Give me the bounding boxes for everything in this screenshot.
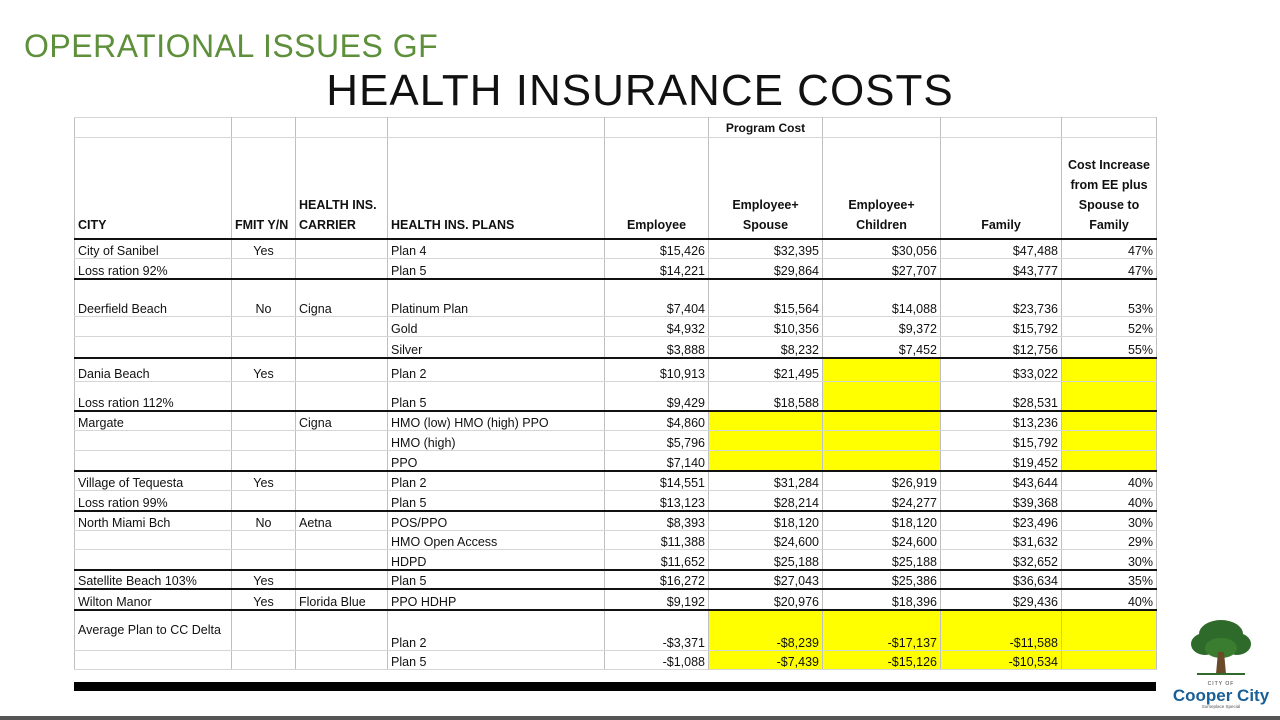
column-header: FMIT Y/N <box>232 138 296 239</box>
cell-employee: $3,888 <box>605 337 709 358</box>
cell-plan: PPO HDHP <box>388 589 605 610</box>
cell-spouse: -$7,439 <box>709 651 823 670</box>
cell-carrier <box>296 531 388 550</box>
cell-city <box>75 531 232 550</box>
cell-children <box>823 358 941 382</box>
slide-supertitle: OPERATIONAL ISSUES GF <box>24 28 439 64</box>
cell-fmit <box>232 317 296 337</box>
cell-spouse: $18,588 <box>709 382 823 411</box>
cell-family: $39,368 <box>941 491 1062 511</box>
cell-family: $36,634 <box>941 570 1062 589</box>
table-row <box>75 570 1157 589</box>
cell-children <box>823 431 941 451</box>
table-row <box>75 411 1157 431</box>
table-row <box>75 317 1157 337</box>
cell-increase: 40% <box>1062 589 1157 610</box>
cell-children: $9,372 <box>823 317 941 337</box>
cell-city: Satellite Beach 103% <box>75 570 232 589</box>
cell-city <box>75 550 232 570</box>
cell-children: $7,452 <box>823 337 941 358</box>
logo-name: Cooper City <box>1172 686 1270 705</box>
cell-family: $19,452 <box>941 451 1062 471</box>
cell-spouse: $24,600 <box>709 531 823 550</box>
cell-increase <box>1062 451 1157 471</box>
cell-increase <box>1062 610 1157 651</box>
cell-carrier <box>296 491 388 511</box>
cell-employee: $7,404 <box>605 279 709 317</box>
cell-increase: 30% <box>1062 550 1157 570</box>
column-header: Employee+ Spouse <box>709 138 823 239</box>
cell-city: Wilton Manor <box>75 589 232 610</box>
cell-spouse: $29,864 <box>709 259 823 279</box>
column-header: Employee+ Children <box>823 138 941 239</box>
cell-employee: -$3,371 <box>605 610 709 651</box>
cell-fmit: Yes <box>232 589 296 610</box>
cell-city: Margate <box>75 411 232 431</box>
cell-increase: 53% <box>1062 279 1157 317</box>
cell-spouse: $18,120 <box>709 511 823 531</box>
cell-carrier <box>296 431 388 451</box>
cell-spouse: -$8,239 <box>709 610 823 651</box>
cell-children: $24,600 <box>823 531 941 550</box>
cell-fmit <box>232 259 296 279</box>
cell-children: $27,707 <box>823 259 941 279</box>
cell-family: $29,436 <box>941 589 1062 610</box>
cell-plan: Gold <box>388 317 605 337</box>
table-row <box>75 382 1157 411</box>
cell-children: $18,120 <box>823 511 941 531</box>
cell-employee: $16,272 <box>605 570 709 589</box>
cell-plan: Plan 5 <box>388 259 605 279</box>
cell-carrier: Cigna <box>296 411 388 431</box>
cell-employee: -$1,088 <box>605 651 709 670</box>
cell-plan: PPO <box>388 451 605 471</box>
cell-fmit <box>232 491 296 511</box>
cell-fmit: Yes <box>232 239 296 259</box>
table-group-header-row <box>75 118 1157 138</box>
cell-plan: POS/PPO <box>388 511 605 531</box>
column-header: Cost Increase from EE plus Spouse to Family <box>1062 138 1157 239</box>
cell-employee: $4,860 <box>605 411 709 431</box>
cell-increase: 40% <box>1062 491 1157 511</box>
cell-employee: $9,192 <box>605 589 709 610</box>
cell-spouse <box>709 411 823 431</box>
cell-plan: Plan 5 <box>388 651 605 670</box>
cell-spouse <box>709 451 823 471</box>
cell-city: Dania Beach <box>75 358 232 382</box>
cell-spouse: $15,564 <box>709 279 823 317</box>
cell-carrier <box>296 317 388 337</box>
cell-city: Deerfield Beach <box>75 279 232 317</box>
cell-increase: 47% <box>1062 239 1157 259</box>
cell-carrier <box>296 651 388 670</box>
cell-increase: 55% <box>1062 337 1157 358</box>
cell-fmit: Yes <box>232 471 296 491</box>
cell-city <box>75 451 232 471</box>
cell-employee: $11,388 <box>605 531 709 550</box>
cell-employee: $4,932 <box>605 317 709 337</box>
table-row <box>75 451 1157 471</box>
cell-fmit <box>232 411 296 431</box>
cell-family: $31,632 <box>941 531 1062 550</box>
cell-carrier: Florida Blue <box>296 589 388 610</box>
cell-children: -$17,137 <box>823 610 941 651</box>
cell-family: $15,792 <box>941 431 1062 451</box>
logo-small-text: CITY OF <box>1207 681 1235 687</box>
cell-employee: $11,652 <box>605 550 709 570</box>
table-row <box>75 511 1157 531</box>
cell-spouse: $28,214 <box>709 491 823 511</box>
cell-family: $13,236 <box>941 411 1062 431</box>
cell-children <box>823 382 941 411</box>
cell-plan: Plan 2 <box>388 610 605 651</box>
cell-fmit <box>232 531 296 550</box>
cell-increase: 30% <box>1062 511 1157 531</box>
cell-family: -$11,588 <box>941 610 1062 651</box>
cell-family: $33,022 <box>941 358 1062 382</box>
cell-employee: $15,426 <box>605 239 709 259</box>
table-row <box>75 431 1157 451</box>
cell-fmit: No <box>232 279 296 317</box>
cell-city: Village of Tequesta <box>75 471 232 491</box>
column-header: HEALTH INS. CARRIER <box>296 138 388 239</box>
cell-children: $25,188 <box>823 550 941 570</box>
table-row <box>75 589 1157 610</box>
table-row <box>75 550 1157 570</box>
cell-carrier: Aetna <box>296 511 388 531</box>
cell-city: Loss ration 112% <box>75 382 232 411</box>
table-row <box>75 491 1157 511</box>
health-insurance-table <box>74 117 1157 670</box>
cell-children: $18,396 <box>823 589 941 610</box>
cell-children: $14,088 <box>823 279 941 317</box>
cell-increase: 47% <box>1062 259 1157 279</box>
cell-increase <box>1062 358 1157 382</box>
cell-family: $23,736 <box>941 279 1062 317</box>
cell-fmit <box>232 651 296 670</box>
cooper-city-logo <box>1166 618 1276 714</box>
cell-city: Loss ration 92% <box>75 259 232 279</box>
cell-city <box>75 431 232 451</box>
cell-spouse: $27,043 <box>709 570 823 589</box>
table-row <box>75 279 1157 317</box>
cell-city: City of Sanibel <box>75 239 232 259</box>
cell-fmit: No <box>232 511 296 531</box>
cell-carrier <box>296 382 388 411</box>
cell-plan: Plan 5 <box>388 491 605 511</box>
cell-fmit <box>232 610 296 651</box>
table-bottom-bar <box>74 682 1156 691</box>
table-row <box>75 259 1157 279</box>
cell-family: $28,531 <box>941 382 1062 411</box>
table-row <box>75 651 1157 670</box>
cell-spouse: $25,188 <box>709 550 823 570</box>
cell-children: $24,277 <box>823 491 941 511</box>
cell-fmit <box>232 337 296 358</box>
cell-city <box>75 651 232 670</box>
cell-plan: Plan 5 <box>388 570 605 589</box>
cell-plan: HMO Open Access <box>388 531 605 550</box>
column-header: HEALTH INS. PLANS <box>388 138 605 239</box>
cell-spouse: $32,395 <box>709 239 823 259</box>
cell-employee: $8,393 <box>605 511 709 531</box>
cell-plan: Plan 2 <box>388 471 605 491</box>
table-row <box>75 531 1157 550</box>
cell-employee: $14,221 <box>605 259 709 279</box>
cell-carrier <box>296 610 388 651</box>
cell-carrier <box>296 471 388 491</box>
column-header: CITY <box>75 138 232 239</box>
cell-carrier <box>296 550 388 570</box>
cell-carrier <box>296 451 388 471</box>
cell-fmit <box>232 382 296 411</box>
cell-family: $15,792 <box>941 317 1062 337</box>
cell-increase <box>1062 651 1157 670</box>
logo-tagline: Someplace Special <box>1201 704 1241 709</box>
tree-icon <box>1189 618 1253 676</box>
cell-plan: HDPD <box>388 550 605 570</box>
table-header-row <box>75 138 1157 239</box>
cell-city: North Miami Bch <box>75 511 232 531</box>
cell-city <box>75 317 232 337</box>
cell-city: Loss ration 99% <box>75 491 232 511</box>
cell-plan: HMO (high) <box>388 431 605 451</box>
cell-spouse: $10,356 <box>709 317 823 337</box>
cell-fmit <box>232 431 296 451</box>
footer-line <box>0 716 1280 720</box>
cell-fmit: Yes <box>232 358 296 382</box>
cell-children: $30,056 <box>823 239 941 259</box>
cell-children <box>823 411 941 431</box>
cell-plan: Platinum Plan <box>388 279 605 317</box>
table-row <box>75 358 1157 382</box>
cell-increase: 29% <box>1062 531 1157 550</box>
cell-plan: HMO (low) HMO (high) PPO <box>388 411 605 431</box>
cell-spouse: $21,495 <box>709 358 823 382</box>
cell-spouse: $20,976 <box>709 589 823 610</box>
cell-carrier: Cigna <box>296 279 388 317</box>
cell-carrier <box>296 239 388 259</box>
cell-employee: $14,551 <box>605 471 709 491</box>
cell-employee: $10,913 <box>605 358 709 382</box>
cell-increase <box>1062 382 1157 411</box>
cell-spouse <box>709 431 823 451</box>
cell-employee: $13,123 <box>605 491 709 511</box>
table-row <box>75 610 1157 651</box>
cell-employee: $9,429 <box>605 382 709 411</box>
table-row <box>75 471 1157 491</box>
cell-city <box>75 337 232 358</box>
cell-increase: 40% <box>1062 471 1157 491</box>
cell-family: $32,652 <box>941 550 1062 570</box>
cell-family: $43,644 <box>941 471 1062 491</box>
table-row <box>75 337 1157 358</box>
cell-city: Average Plan to CC Delta <box>75 610 232 651</box>
cell-increase <box>1062 431 1157 451</box>
table-row <box>75 239 1157 259</box>
slide-title: HEALTH INSURANCE COSTS <box>326 66 954 115</box>
column-header: Family <box>941 138 1062 239</box>
cell-carrier <box>296 259 388 279</box>
cell-employee: $7,140 <box>605 451 709 471</box>
cell-carrier <box>296 337 388 358</box>
program-cost-header: Program Cost <box>709 118 823 138</box>
cell-children <box>823 451 941 471</box>
cell-fmit <box>232 550 296 570</box>
cell-increase: 35% <box>1062 570 1157 589</box>
cell-employee: $5,796 <box>605 431 709 451</box>
cell-plan: Plan 4 <box>388 239 605 259</box>
cell-family: -$10,534 <box>941 651 1062 670</box>
cell-children: $25,386 <box>823 570 941 589</box>
cell-fmit: Yes <box>232 570 296 589</box>
cell-children: $26,919 <box>823 471 941 491</box>
cell-carrier <box>296 358 388 382</box>
cell-plan: Plan 5 <box>388 382 605 411</box>
cell-fmit <box>232 451 296 471</box>
cell-plan: Silver <box>388 337 605 358</box>
cell-family: $23,496 <box>941 511 1062 531</box>
cell-family: $12,756 <box>941 337 1062 358</box>
cell-spouse: $31,284 <box>709 471 823 491</box>
cell-carrier <box>296 570 388 589</box>
cell-increase <box>1062 411 1157 431</box>
column-header: Employee <box>605 138 709 239</box>
cell-family: $47,488 <box>941 239 1062 259</box>
cell-family: $43,777 <box>941 259 1062 279</box>
cell-plan: Plan 2 <box>388 358 605 382</box>
cell-increase: 52% <box>1062 317 1157 337</box>
cell-spouse: $8,232 <box>709 337 823 358</box>
cell-children: -$15,126 <box>823 651 941 670</box>
